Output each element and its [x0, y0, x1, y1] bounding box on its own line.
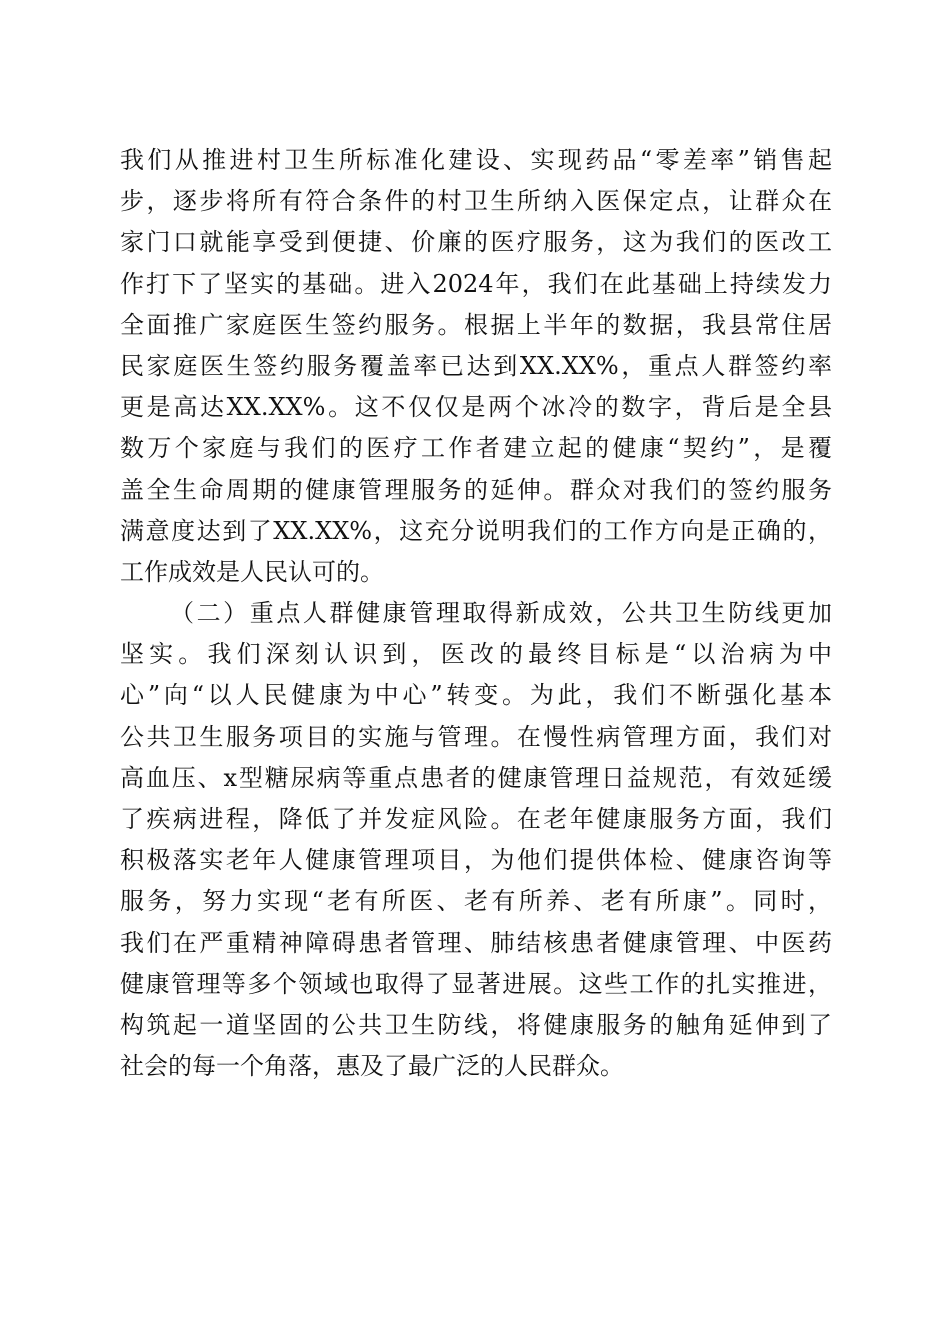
text-line: 满意度达到了XX.XX%，这充分说明我们的工作方向是正确的， [120, 516, 832, 545]
text-line: 高血压、x型糖尿病等重点患者的健康管理日益规范，有效延缓 [120, 763, 832, 792]
text-line: 工作成效是人民认可的。 [120, 557, 384, 586]
text-line: 民家庭医生签约服务覆盖率已达到XX.XX%，重点人群签约率 [120, 351, 832, 380]
text-line: 家门口就能享受到便捷、价廉的医疗服务，这为我们的医改工 [120, 228, 832, 257]
text-line: 我们从推进村卫生所标准化建设、实现药品“零差率”销售起 [120, 146, 832, 174]
paragraph-2 [120, 593, 832, 1087]
text-line: 构筑起一道坚固的公共卫生防线，将健康服务的触角延伸到了 [120, 1010, 832, 1039]
body-text [120, 140, 832, 1087]
text-line: 社会的每一个角落，惠及了最广泛的人民群众。 [120, 1052, 624, 1081]
text-line: 全面推广家庭医生签约服务。根据上半年的数据，我县常住居 [120, 310, 832, 339]
text-line: 坚实。我们深刻认识到，医改的最终目标是“以治病为中 [120, 640, 832, 669]
section-heading-line: （二）重点人群健康管理取得新成效，公共卫生防线更加 [170, 599, 832, 628]
text-line: 步，逐步将所有符合条件的村卫生所纳入医保定点，让群众在 [120, 187, 832, 216]
text-line: 更是高达XX.XX%。这不仅仅是两个冰冷的数字，背后是全县 [120, 393, 832, 422]
text-line: 健康管理等多个领域也取得了显著进展。这些工作的扎实推进， [120, 969, 832, 998]
text-line: 了疾病进程，降低了并发症风险。在老年健康服务方面，我们 [120, 805, 832, 833]
paragraph-1 [120, 140, 832, 593]
text-line: 积极落实老年人健康管理项目，为他们提供体检、健康咨询等 [120, 846, 832, 875]
text-line: 盖全生命周期的健康管理服务的延伸。群众对我们的签约服务 [120, 475, 832, 504]
text-line: 数万个家庭与我们的医疗工作者建立起的健康“契约”，是覆 [120, 434, 832, 463]
text-line: 我们在严重精神障碍患者管理、肺结核患者健康管理、中医药 [120, 928, 832, 957]
text-line: 公共卫生服务项目的实施与管理。在慢性病管理方面，我们对 [120, 722, 832, 751]
text-line: 服务，努力实现“老有所医、老有所养、老有所康”。同时， [120, 887, 832, 916]
text-line: 作打下了坚实的基础。进入2024年，我们在此基础上持续发力 [120, 269, 832, 298]
text-line: 心”向“以人民健康为中心”转变。为此，我们不断强化基本 [120, 681, 832, 710]
